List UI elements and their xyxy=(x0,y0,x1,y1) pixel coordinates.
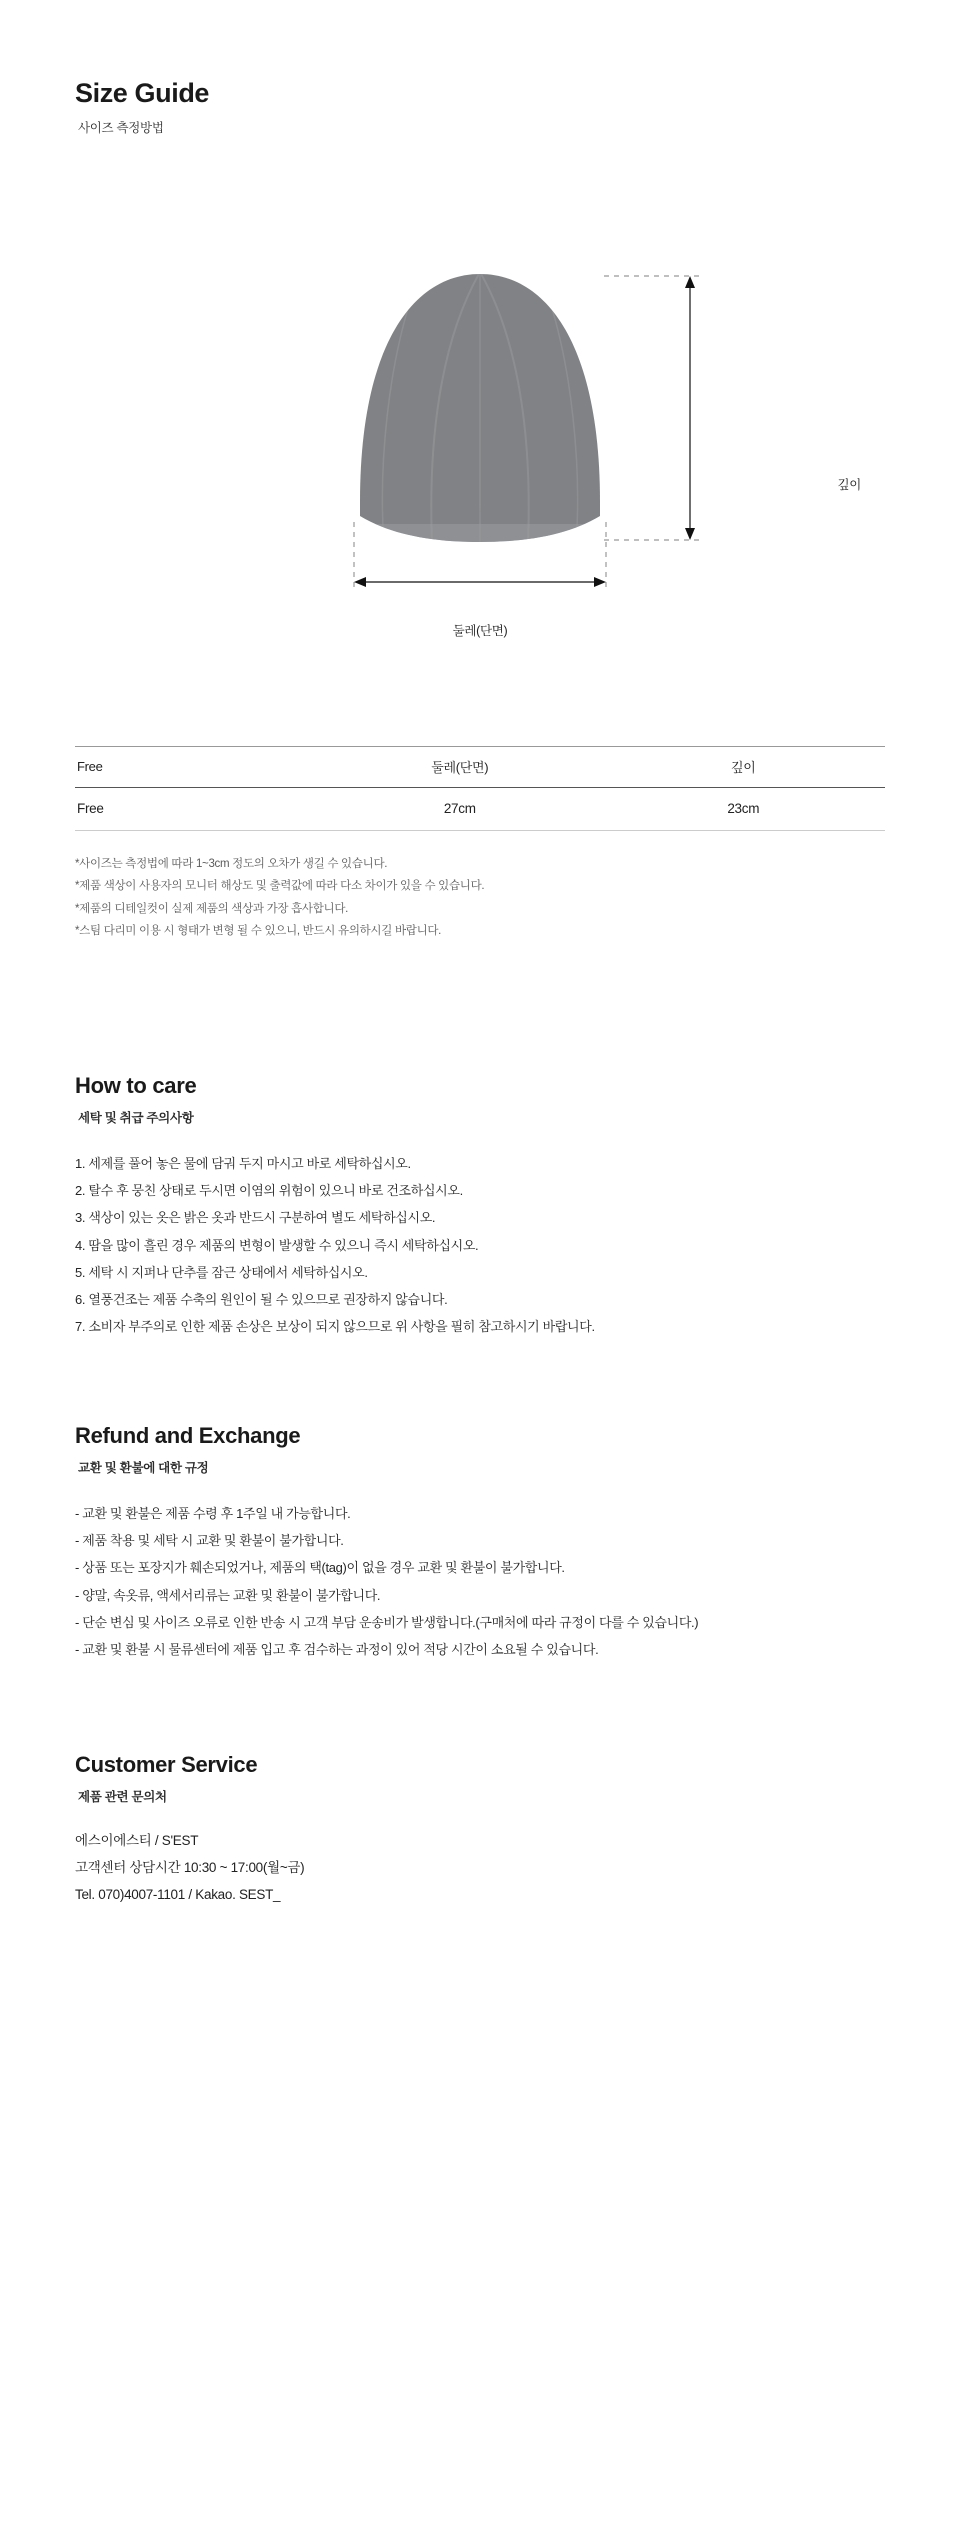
list-item: *제품 색상이 사용자의 모니터 해상도 및 출력값에 따라 다소 차이가 있을 수 있습니다. xyxy=(75,880,485,893)
list-item: *제품의 디테일컷이 실제 제품의 색상과 가장 흡사합니다. xyxy=(75,902,349,915)
how-to-care-list xyxy=(75,1150,885,1341)
table-cell-size: Free xyxy=(75,788,318,831)
list-item: 3. 색상이 있는 옷은 밝은 옷과 반드시 구분하여 별도 세탁하십시오. xyxy=(75,1210,436,1226)
table-header-row xyxy=(75,747,885,788)
list-item: *사이즈는 측정법에 따라 1~3cm 정도의 오차가 생길 수 있습니다. xyxy=(75,858,388,870)
how-to-care-section xyxy=(35,1073,925,1341)
list-item: - 단순 변심 및 사이즈 오류로 인한 반송 시 고객 부담 운송비가 발생합니다.(구매처에 따라 규정이 다를 수 있습니다.) xyxy=(75,1614,699,1630)
page-subtitle: 사이즈 측정방법 xyxy=(78,121,164,135)
size-table-wrap xyxy=(35,746,925,943)
table-cell-width: 27cm xyxy=(318,788,602,831)
customer-service-subtitle: 제품 관련 문의처 xyxy=(78,1789,167,1804)
list-item: 고객센터 상담시간 10:30 ~ 17:00(월~금) xyxy=(75,1859,305,1875)
size-table-body xyxy=(75,788,885,831)
size-notes-list xyxy=(75,853,885,943)
depth-measure-line xyxy=(604,276,702,540)
refund-exchange-title: Refund and Exchange xyxy=(75,1422,301,1448)
refund-exchange-section xyxy=(35,1423,925,1664)
table-header-cell: 깊이 xyxy=(602,747,886,788)
list-item: - 교환 및 환불은 제품 수령 후 1주일 내 가능합니다. xyxy=(75,1505,351,1521)
list-item: - 교환 및 환불 시 물류센터에 제품 입고 후 검수하는 과정이 있어 적당 시간이 소요될 수 있습니다. xyxy=(75,1642,599,1658)
size-table xyxy=(75,746,885,831)
table-row xyxy=(75,788,885,831)
list-item: - 제품 착용 및 세탁 시 교환 및 환불이 불가합니다. xyxy=(75,1533,344,1549)
beanie-illustration xyxy=(35,172,925,732)
table-header-cell: Free xyxy=(75,747,318,788)
depth-label: 깊이 xyxy=(837,478,861,492)
list-item: 에스이에스티 / S'EST xyxy=(75,1832,199,1848)
beanie-hem xyxy=(350,524,610,546)
list-item: 2. 탈수 후 뭉친 상태로 두시면 이염의 위험이 있으니 바로 건조하십시오. xyxy=(75,1182,463,1198)
list-item: - 상품 또는 포장지가 훼손되었거나, 제품의 택(tag)이 없을 경우 교환 및 환불이 불가합니다. xyxy=(75,1560,565,1576)
refund-exchange-subtitle: 교환 및 환불에 대한 규정 xyxy=(78,1460,209,1475)
customer-service-list xyxy=(75,1827,885,1908)
width-label: 둘레(단면) xyxy=(452,624,508,638)
refund-exchange-list xyxy=(75,1500,885,1664)
how-to-care-title: How to care xyxy=(75,1072,197,1098)
table-cell-depth: 23cm xyxy=(602,788,886,831)
beanie-svg xyxy=(200,172,760,672)
product-diagram xyxy=(35,172,925,732)
list-item: 1. 세제를 풀어 놓은 물에 담궈 두지 마시고 바로 세탁하십시오. xyxy=(75,1155,411,1171)
how-to-care-subtitle: 세탁 및 취급 주의사항 xyxy=(78,1110,194,1125)
table-header-cell: 둘레(단면) xyxy=(318,747,602,788)
size-guide-header xyxy=(35,0,925,136)
list-item: 6. 열풍건조는 제품 수축의 원인이 될 수 있으므로 권장하지 않습니다. xyxy=(75,1292,448,1308)
list-item: 4. 땀을 많이 흘린 경우 제품의 변형이 발생할 수 있으니 즉시 세탁하십시오. xyxy=(75,1237,479,1253)
list-item: *스팀 다리미 이용 시 형태가 변형 될 수 있으니, 반드시 유의하시길 바랍니다. xyxy=(75,925,442,938)
page-title: Size Guide xyxy=(75,78,210,108)
size-table-head xyxy=(75,747,885,788)
size-notes xyxy=(75,853,885,943)
customer-service-section xyxy=(35,1752,925,2018)
list-item: 5. 세탁 시 지퍼나 단추를 잠근 상태에서 세탁하십시오. xyxy=(75,1264,368,1280)
list-item: - 양말, 속옷류, 액세서리류는 교환 및 환불이 불가합니다. xyxy=(75,1587,381,1603)
list-item: Tel. 070)4007-1101 / Kakao. SEST_ xyxy=(75,1886,281,1902)
list-item: 7. 소비자 부주의로 인한 제품 손상은 보상이 되지 않으므로 위 사항을 필히 참고하시기 바랍니다. xyxy=(75,1319,595,1335)
customer-service-title: Customer Service xyxy=(75,1751,258,1777)
